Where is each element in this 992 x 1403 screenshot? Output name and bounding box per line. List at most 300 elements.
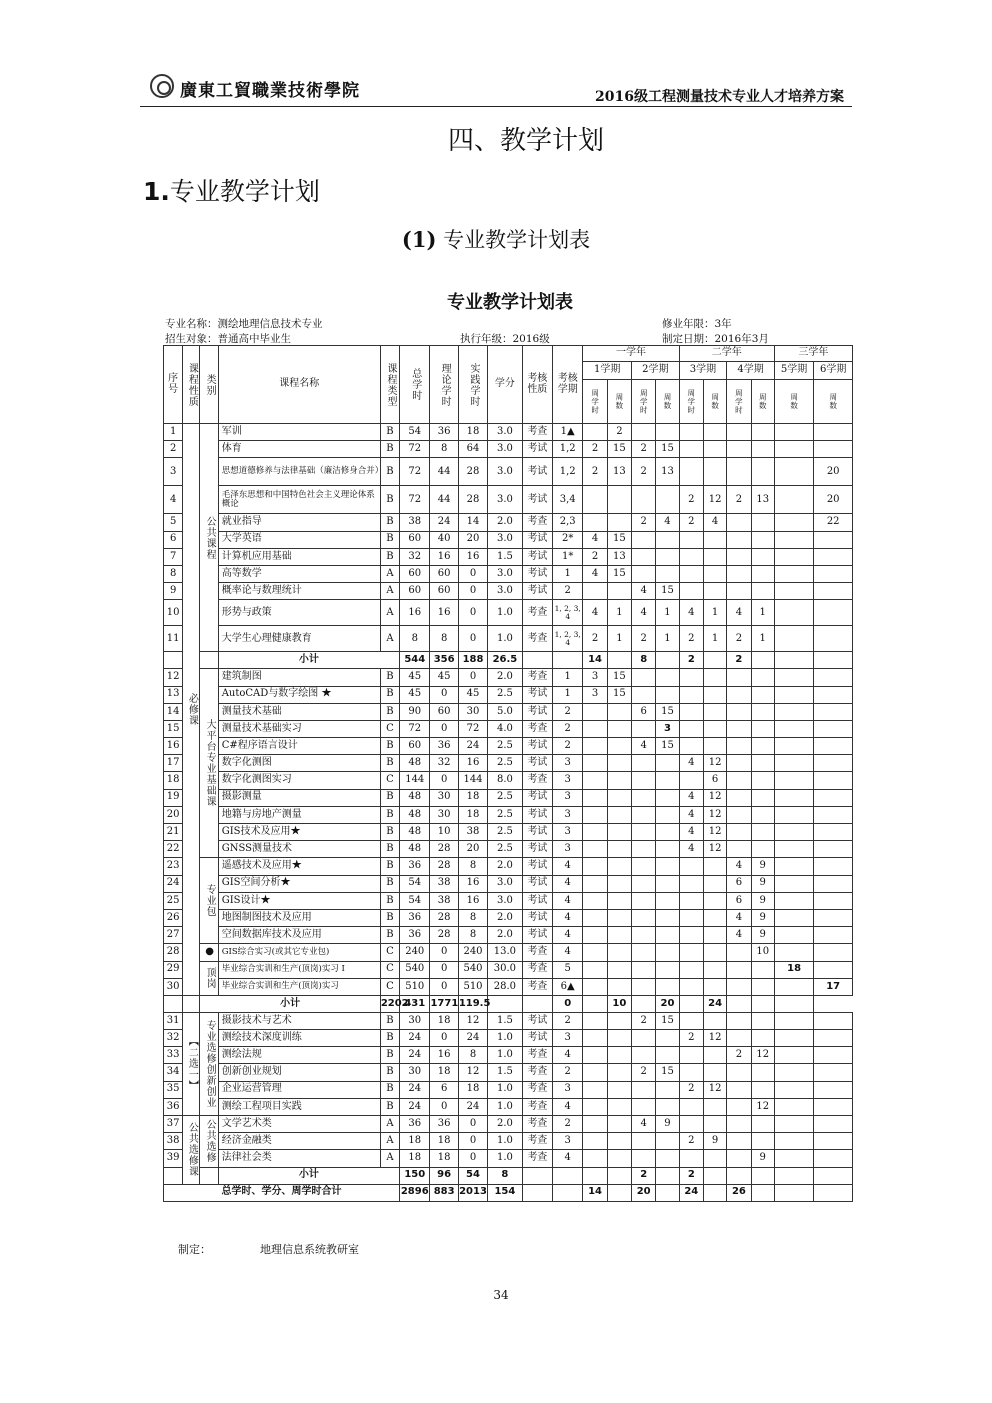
- cell-3: 18: [400, 1150, 430, 1167]
- cell-15: [727, 1081, 751, 1098]
- cell-9: [583, 909, 607, 926]
- cell-14: 12: [703, 841, 726, 858]
- cell-6: 3.0: [488, 565, 522, 582]
- cell-7: 考试: [522, 686, 552, 703]
- cell-18: [814, 927, 853, 944]
- cell-6: 30.0: [488, 961, 522, 978]
- cell-8: 1: [553, 565, 583, 582]
- cell-16: [751, 441, 774, 458]
- cell-8: 3: [553, 1081, 583, 1098]
- cell-3: 72: [400, 486, 430, 514]
- table-row: [164, 1150, 853, 1167]
- cell-11: [632, 1133, 656, 1150]
- sum-cell: [656, 652, 679, 669]
- cell-14: [703, 961, 726, 978]
- sum-cell: 26: [727, 1184, 751, 1201]
- cell-14: [703, 1150, 726, 1167]
- cell-11: [632, 927, 656, 944]
- cell-17: [774, 806, 814, 823]
- cell-5: 12: [458, 1012, 487, 1029]
- cell-2: B: [380, 686, 399, 703]
- cell-no: 5: [164, 514, 183, 531]
- cell-15: [727, 772, 751, 789]
- sum-cell: 10: [607, 995, 631, 1012]
- table-row: [164, 755, 853, 772]
- cell-18: 20: [814, 458, 853, 486]
- cell-6: 2.0: [488, 1116, 522, 1133]
- cell-4: 16: [430, 600, 458, 626]
- blank-cell: [200, 652, 218, 669]
- blank-cell: [164, 995, 183, 1012]
- group-nature: 公共选修课: [183, 1116, 200, 1185]
- cell-3: 45: [400, 669, 430, 686]
- cell-5: 16: [458, 548, 487, 565]
- cell-6: 1.0: [488, 1047, 522, 1064]
- sum-cell: 20: [656, 995, 679, 1012]
- cell-5: 72: [458, 720, 487, 737]
- cell-15: [727, 961, 751, 978]
- cell-2: B: [380, 858, 399, 875]
- cell-course-name: 毛泽东思想和中国特色社会主义理论体系概论: [218, 486, 380, 514]
- cell-4: 40: [430, 531, 458, 548]
- cell-17: [774, 1047, 814, 1064]
- cell-course-name: 空间数据库技术及应用: [218, 927, 380, 944]
- sum-cell: [814, 1167, 853, 1184]
- grand-total-label: 总学时、学分、周学时合计: [164, 1184, 400, 1201]
- cell-no: 35: [164, 1081, 183, 1098]
- cell-no: 39: [164, 1150, 183, 1167]
- subsection-number: 1.: [143, 177, 170, 206]
- cell-14: 1: [703, 600, 726, 626]
- cell-course-name: 地图制图技术及应用: [218, 909, 380, 926]
- cell-14: 12: [703, 755, 726, 772]
- cell-18: [814, 944, 853, 961]
- cell-5: 0: [458, 600, 487, 626]
- cell-10: 1: [607, 626, 631, 652]
- cell-11: [632, 669, 656, 686]
- cell-course-name: GIS综合实习(或其它专业包): [218, 944, 380, 961]
- cell-18: [814, 824, 853, 841]
- cell-14: [703, 686, 726, 703]
- cell-14: [703, 1012, 726, 1029]
- cell-no: 37: [164, 1116, 183, 1133]
- cell-15: 2: [727, 1047, 751, 1064]
- cell-no: 30: [164, 978, 183, 995]
- cell-16: 1: [751, 600, 774, 626]
- cell-6: 2.5: [488, 824, 522, 841]
- cell-12: [656, 875, 679, 892]
- cell-4: 60: [430, 583, 458, 600]
- table-row: [164, 1116, 853, 1133]
- cell-8: 3: [553, 1133, 583, 1150]
- cell-9: [583, 927, 607, 944]
- cell-4: 60: [430, 703, 458, 720]
- subsection-title: [143, 172, 320, 208]
- cell-3: 48: [400, 789, 430, 806]
- cell-9: [583, 1064, 607, 1081]
- cell-9: [583, 1047, 607, 1064]
- cell-4: 38: [430, 875, 458, 892]
- group-nature: 【二选一】: [183, 1012, 200, 1115]
- cell-12: 15: [656, 1064, 679, 1081]
- cell-10: 15: [607, 565, 631, 582]
- cell-no: 23: [164, 858, 183, 875]
- cell-13: [679, 858, 703, 875]
- cell-10: [607, 824, 631, 841]
- cell-13: 4: [679, 841, 703, 858]
- cell-course-name: 数字化测图实习: [218, 772, 380, 789]
- cell-9: [583, 772, 607, 789]
- cell-17: [774, 772, 814, 789]
- cell-16: [751, 686, 774, 703]
- cell-16: [751, 806, 774, 823]
- cell-9: [583, 583, 607, 600]
- cell-14: [703, 1047, 726, 1064]
- cell-5: 12: [458, 1064, 487, 1081]
- cell-10: [607, 841, 631, 858]
- cell-8: 5: [553, 961, 583, 978]
- cell-11: 2: [632, 1012, 656, 1029]
- sum-cell: [751, 1167, 774, 1184]
- cell-7: 考查: [522, 600, 552, 626]
- cell-4: 0: [430, 1030, 458, 1047]
- cell-17: [774, 789, 814, 806]
- cell-18: [814, 875, 853, 892]
- col-credit: 学分: [488, 346, 522, 424]
- cell-6: 1.5: [488, 1064, 522, 1081]
- cell-9: 4: [583, 531, 607, 548]
- cell-4: 18: [430, 1150, 458, 1167]
- col-practice: 实践学时: [458, 346, 487, 424]
- cell-17: [774, 1116, 814, 1133]
- table-title: 专业教学计划表: [447, 292, 573, 313]
- cell-5: 240: [458, 944, 487, 961]
- cell-6: 13.0: [488, 944, 522, 961]
- cell-17: [774, 858, 814, 875]
- table-row: [164, 841, 853, 858]
- cell-9: [583, 486, 607, 514]
- cell-18: [814, 583, 853, 600]
- cell-16: 1: [751, 626, 774, 652]
- cell-13: 4: [679, 600, 703, 626]
- cell-16: [751, 789, 774, 806]
- cell-10: [607, 720, 631, 737]
- cell-13: 2: [679, 486, 703, 514]
- cell-9: [583, 961, 607, 978]
- cell-3: 48: [400, 806, 430, 823]
- cell-6: 1.5: [488, 1012, 522, 1029]
- cell-16: 9: [751, 1150, 774, 1167]
- cell-13: [679, 1150, 703, 1167]
- cell-18: [814, 755, 853, 772]
- cell-5: 0: [458, 626, 487, 652]
- cell-3: 48: [400, 824, 430, 841]
- cell-8: 2: [553, 1012, 583, 1029]
- cell-4: 28: [430, 909, 458, 926]
- cell-16: [751, 1133, 774, 1150]
- cell-no: 26: [164, 909, 183, 926]
- cell-5: 0: [458, 565, 487, 582]
- cell-9: [583, 858, 607, 875]
- col-week-hours: 周学时: [632, 380, 656, 424]
- cell-13: 2: [679, 1030, 703, 1047]
- cell-course-name: 测量技术基础实习: [218, 720, 380, 737]
- cell-7: 考查: [522, 1133, 552, 1150]
- cell-8: 1,2: [553, 441, 583, 458]
- sum-cell: [751, 995, 774, 1012]
- cell-2: B: [380, 486, 399, 514]
- sum-cell: 154: [488, 1184, 522, 1201]
- cell-course-name: 法律社会类: [218, 1150, 380, 1167]
- cell-3: 36: [400, 858, 430, 875]
- cell-course-name: 摄影技术与艺术: [218, 1012, 380, 1029]
- cell-10: [607, 486, 631, 514]
- cell-17: [774, 565, 814, 582]
- sum-cell: [607, 1167, 631, 1184]
- cell-13: [679, 583, 703, 600]
- cell-16: 10: [751, 944, 774, 961]
- cell-8: 1▲: [553, 424, 583, 441]
- table-row: [164, 1047, 853, 1064]
- cell-10: 15: [607, 531, 631, 548]
- cell-9: [583, 944, 607, 961]
- cell-17: [774, 1081, 814, 1098]
- cell-9: 2: [583, 548, 607, 565]
- table-row: [164, 961, 853, 978]
- cell-18: [814, 1030, 853, 1047]
- sum-cell: [727, 995, 751, 1012]
- cell-12: [656, 531, 679, 548]
- cell-16: [751, 1012, 774, 1029]
- blank-cell: [183, 995, 200, 1012]
- cell-9: [583, 720, 607, 737]
- sum-cell: 119.5: [458, 995, 487, 1012]
- cell-8: 1: [553, 669, 583, 686]
- cell-3: 90: [400, 703, 430, 720]
- cell-5: 14: [458, 514, 487, 531]
- sum-cell: 2: [632, 1167, 656, 1184]
- cell-18: [814, 1098, 853, 1115]
- cell-10: [607, 1081, 631, 1098]
- cell-15: [727, 720, 751, 737]
- cell-9: [583, 789, 607, 806]
- cell-12: [656, 1150, 679, 1167]
- cell-10: [607, 892, 631, 909]
- table-row: [164, 565, 853, 582]
- sum-cell: 24: [703, 995, 726, 1012]
- cell-11: 4: [632, 1116, 656, 1133]
- cell-no: 21: [164, 824, 183, 841]
- cell-4: 30: [430, 789, 458, 806]
- cell-9: [583, 1098, 607, 1115]
- cell-8: 4: [553, 944, 583, 961]
- sum-cell: 8: [632, 652, 656, 669]
- cell-6: 2.5: [488, 755, 522, 772]
- sum-cell: [727, 1167, 751, 1184]
- cell-2: B: [380, 458, 399, 486]
- cell-15: [727, 1116, 751, 1133]
- cell-13: 4: [679, 824, 703, 841]
- cell-14: [703, 738, 726, 755]
- cell-course-name: 思想道德修养与法律基础（廉洁修身合并）: [218, 458, 380, 486]
- cell-7: 考试: [522, 789, 552, 806]
- sum-cell: 14: [583, 1184, 607, 1201]
- cell-13: [679, 1116, 703, 1133]
- cell-no: 15: [164, 720, 183, 737]
- cell-13: [679, 548, 703, 565]
- sum-cell: [774, 1184, 814, 1201]
- plan-title: 2016级工程测量技术专业人才培养方案: [595, 89, 844, 105]
- sum-cell: 2: [679, 652, 703, 669]
- cell-6: 5.0: [488, 703, 522, 720]
- col-exam: 考核性质: [522, 346, 552, 424]
- cell-6: 3.0: [488, 583, 522, 600]
- cell-16: [751, 514, 774, 531]
- cell-14: [703, 892, 726, 909]
- cell-17: [774, 669, 814, 686]
- school-name: 廣東工貿職業技術學院: [180, 81, 360, 101]
- cell-14: [703, 1098, 726, 1115]
- cell-15: [727, 548, 751, 565]
- cell-16: [751, 583, 774, 600]
- cell-6: 28.0: [488, 978, 522, 995]
- cell-7: 考试: [522, 858, 552, 875]
- cell-8: 3: [553, 806, 583, 823]
- cell-3: 48: [400, 841, 430, 858]
- cell-course-name: 大学英语: [218, 531, 380, 548]
- cell-12: [656, 944, 679, 961]
- cell-8: 3: [553, 772, 583, 789]
- cell-course-name: 测绘法规: [218, 1047, 380, 1064]
- cell-no: 38: [164, 1133, 183, 1150]
- cell-5: 28: [458, 486, 487, 514]
- blank-cell: [164, 652, 183, 669]
- cell-13: [679, 441, 703, 458]
- cell-11: [632, 486, 656, 514]
- sum-cell: 356: [430, 652, 458, 669]
- col-weeks: 周数: [703, 380, 726, 424]
- cell-no: 16: [164, 738, 183, 755]
- table-row: [164, 789, 853, 806]
- sum-cell: [774, 1167, 814, 1184]
- cell-7: 考试: [522, 458, 552, 486]
- col-weeks: 周数: [774, 380, 814, 424]
- sum-cell: [583, 995, 607, 1012]
- cell-16: [751, 978, 774, 995]
- sum-cell: 431: [400, 995, 430, 1012]
- cell-4: 0: [430, 961, 458, 978]
- cell-12: [656, 565, 679, 582]
- col-name: 课程名称: [218, 346, 380, 424]
- col-s3: 3学期: [679, 362, 727, 380]
- cell-12: [656, 806, 679, 823]
- cell-2: B: [380, 548, 399, 565]
- cell-12: [656, 1081, 679, 1098]
- cell-18: [814, 961, 853, 978]
- cell-10: [607, 1030, 631, 1047]
- cell-11: [632, 841, 656, 858]
- cell-8: 2: [553, 1064, 583, 1081]
- sum-cell: [679, 995, 703, 1012]
- cell-11: 4: [632, 738, 656, 755]
- table-row: [164, 514, 853, 531]
- cell-14: 6: [703, 772, 726, 789]
- cell-12: [656, 772, 679, 789]
- group-cat: 专业选修创新创业: [200, 1012, 218, 1115]
- col-category: 类别: [200, 346, 218, 424]
- cell-5: 28: [458, 458, 487, 486]
- cell-3: 72: [400, 441, 430, 458]
- cell-14: [703, 458, 726, 486]
- cell-11: [632, 944, 656, 961]
- cell-14: 12: [703, 486, 726, 514]
- cell-6: 2.5: [488, 686, 522, 703]
- cell-6: 8.0: [488, 772, 522, 789]
- cell-7: 考试: [522, 1030, 552, 1047]
- cell-14: [703, 927, 726, 944]
- cell-8: 3: [553, 824, 583, 841]
- cell-11: [632, 1150, 656, 1167]
- cell-18: [814, 600, 853, 626]
- cell-15: [727, 583, 751, 600]
- meta-date: 制定日期：2016年3月: [662, 333, 769, 345]
- cell-no: 29: [164, 961, 183, 978]
- cell-16: [751, 1081, 774, 1098]
- cell-17: [774, 1150, 814, 1167]
- subsub-text: 专业教学计划表: [443, 228, 591, 252]
- cell-6: 1.0: [488, 626, 522, 652]
- table-row: [164, 892, 853, 909]
- cell-18: [814, 703, 853, 720]
- cell-2: B: [380, 1064, 399, 1081]
- cell-6: 1.0: [488, 1133, 522, 1150]
- cell-18: [814, 441, 853, 458]
- cell-2: B: [380, 424, 399, 441]
- cell-10: [607, 927, 631, 944]
- cell-no: 8: [164, 565, 183, 582]
- sum-cell: 0: [553, 995, 583, 1012]
- cell-10: 13: [607, 548, 631, 565]
- cell-4: 0: [430, 686, 458, 703]
- cell-9: 2: [583, 441, 607, 458]
- cell-6: 1.0: [488, 1150, 522, 1167]
- cell-2: B: [380, 789, 399, 806]
- cell-18: [814, 1081, 853, 1098]
- cell-5: 18: [458, 789, 487, 806]
- cell-course-name: 遥感技术及应用★: [218, 858, 380, 875]
- cell-8: 4: [553, 1047, 583, 1064]
- cell-9: [583, 1012, 607, 1029]
- footer-made-label: 制定：: [178, 1243, 211, 1256]
- cell-6: 3.0: [488, 892, 522, 909]
- cell-15: 4: [727, 600, 751, 626]
- cell-15: [727, 824, 751, 841]
- cell-10: [607, 978, 631, 995]
- cell-17: [774, 1030, 814, 1047]
- cell-16: [751, 1064, 774, 1081]
- cell-4: 16: [430, 1047, 458, 1064]
- cell-10: [607, 1047, 631, 1064]
- cell-course-name: 文学艺术类: [218, 1116, 380, 1133]
- table-row: [164, 531, 853, 548]
- table-row: [164, 486, 853, 514]
- cell-8: 1, 2, 3, 4: [553, 626, 583, 652]
- cell-12: [656, 1030, 679, 1047]
- teaching-plan-table: [163, 345, 853, 1202]
- cell-18: [814, 738, 853, 755]
- cell-17: [774, 548, 814, 565]
- cell-8: 4: [553, 909, 583, 926]
